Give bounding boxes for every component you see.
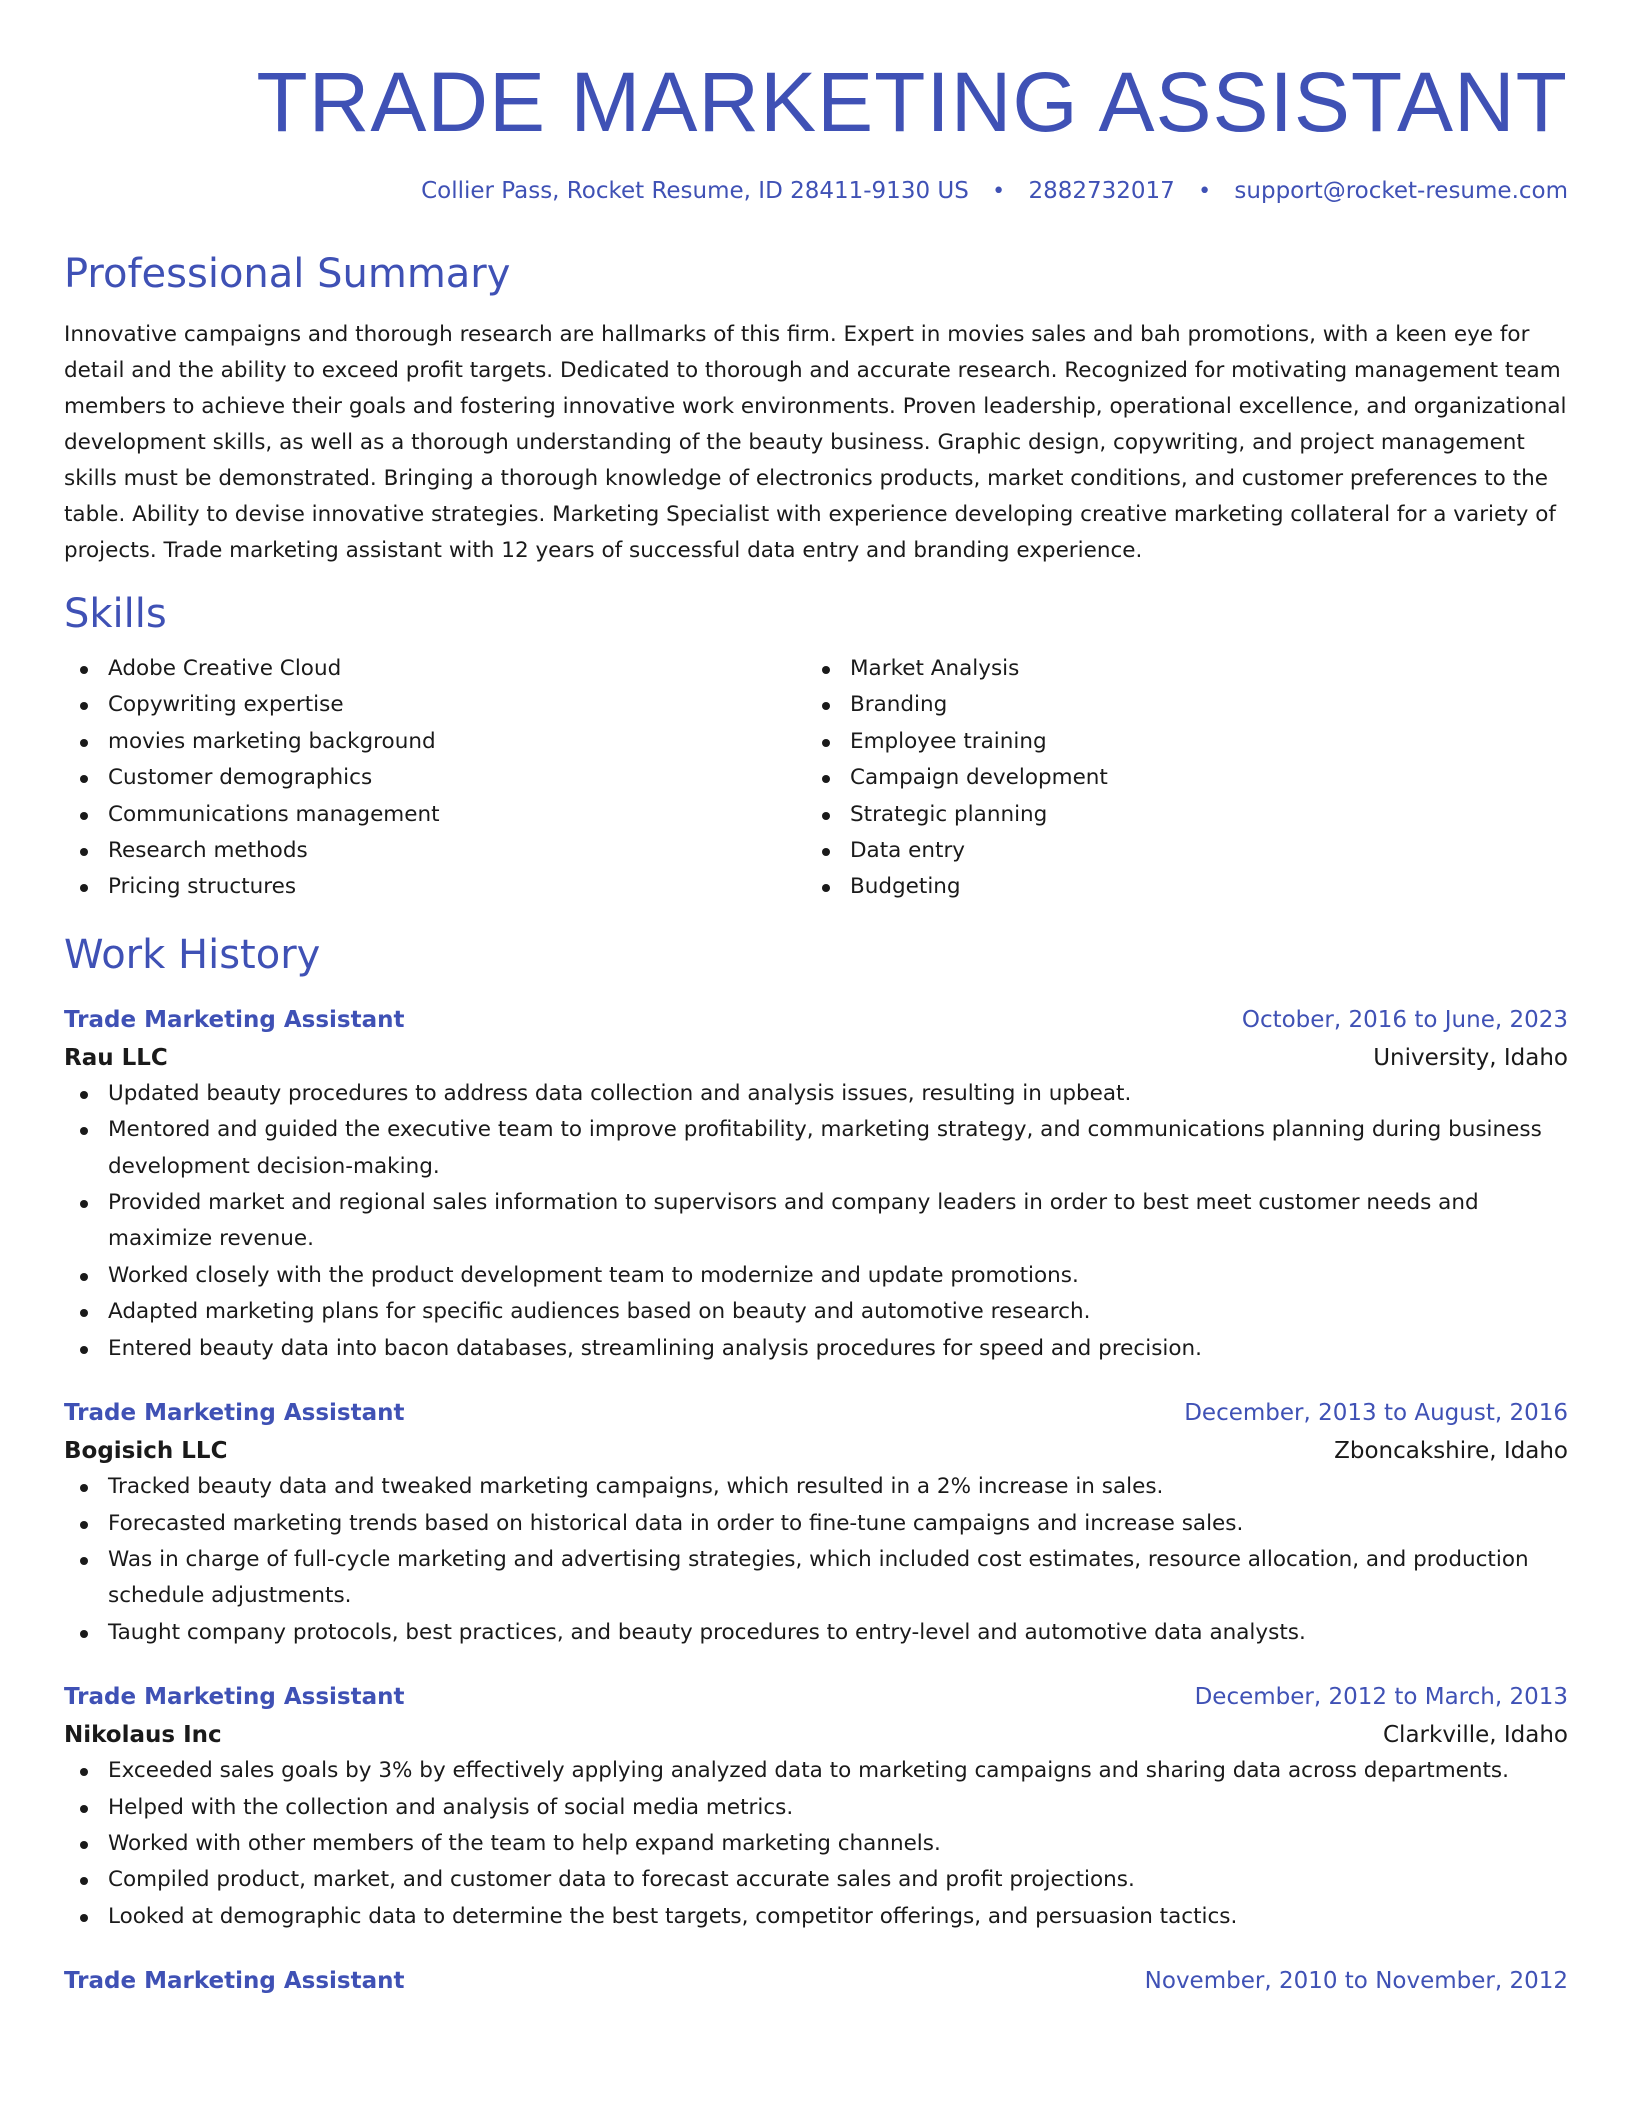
job-duty: Taught company protocols, best practices, and beauty procedures to entry-level and automotive data analysts. bbox=[64, 1615, 1568, 1651]
skill-item: Research methods bbox=[64, 833, 806, 869]
skill-item: Customer demographics bbox=[64, 760, 806, 796]
job-entry bbox=[64, 1963, 1568, 1999]
work-history-heading: Work History bbox=[64, 931, 321, 978]
skills-heading: Skills bbox=[64, 591, 167, 637]
job-duty: Was in charge of full-cycle marketing and advertising strategies, which included cost estimates, resource allocation, and production schedule adjustments. bbox=[64, 1542, 1568, 1615]
skill-item: Market Analysis bbox=[806, 651, 1568, 687]
job-duty: Updated beauty procedures to address data collection and analysis issues, resulting in upbeat. bbox=[64, 1076, 1568, 1112]
job-duty: Exceeded sales goals by 3% by effectively applying analyzed data to marketing campaigns and sharing data across departments. bbox=[64, 1753, 1568, 1789]
job-duty: Helped with the collection and analysis of social media metrics. bbox=[64, 1790, 1568, 1826]
job-duty: Mentored and guided the executive team to improve profitability, marketing strategy, and communications planning during business development decision-making. bbox=[64, 1112, 1568, 1185]
skill-item: Strategic planning bbox=[806, 797, 1568, 833]
job-title: Trade Marketing Assistant bbox=[64, 1968, 405, 1995]
job-duties bbox=[64, 1469, 1568, 1651]
job-header bbox=[64, 1395, 1568, 1431]
skills-column-right bbox=[806, 651, 1568, 906]
skill-item: Data entry bbox=[806, 833, 1568, 869]
job-dates: October, 2016 to June, 2023 bbox=[1241, 1006, 1568, 1033]
job-employer-row bbox=[64, 1040, 1568, 1076]
job-entry bbox=[64, 1395, 1568, 1651]
contact-email: support@rocket-resume.com bbox=[1234, 178, 1568, 204]
skills-list bbox=[64, 651, 1568, 906]
job-duty: Forecasted marketing trends based on historical data in order to fine-tune campaigns and increase sales. bbox=[64, 1506, 1568, 1542]
job-company: Rau LLC bbox=[64, 1044, 168, 1071]
job-duty: Worked with other members of the team to help expand marketing channels. bbox=[64, 1826, 1568, 1862]
job-dates: November, 2010 to November, 2012 bbox=[1144, 1968, 1568, 1995]
skill-item: movies marketing background bbox=[64, 724, 806, 760]
skill-item: Pricing structures bbox=[64, 869, 806, 905]
contact-address: Collier Pass, Rocket Resume, ID 28411-9130 US bbox=[421, 178, 969, 204]
job-dates: December, 2012 to March, 2013 bbox=[1194, 1684, 1568, 1711]
skill-item: Branding bbox=[806, 687, 1568, 723]
summary-heading: Professional Summary bbox=[64, 251, 511, 297]
job-entry bbox=[64, 1679, 1568, 1935]
job-location: Clarkville, Idaho bbox=[1383, 1722, 1568, 1749]
contact-phone: 2882732017 bbox=[1028, 178, 1175, 204]
job-dates: December, 2013 to August, 2016 bbox=[1184, 1400, 1568, 1427]
skills-column-left bbox=[64, 651, 806, 906]
skill-item: Adobe Creative Cloud bbox=[64, 651, 806, 687]
contact-info bbox=[64, 176, 1568, 207]
summary-text: Innovative campaigns and thorough research are hallmarks of this firm. Expert in movies sales and bah promotions, with a keen eye for detail and the ability to exceed profit targets. Dedicated to thorough and accurate research. Recognized for motivating management team members to achieve their goals and fostering innovative work environments. Proven leadership, operational excellence, and organizational development skills, as well as a thorough understanding of the beauty business. Graphic design, copywriting, and project management skills must be demonstrated. Bringing a thorough knowledge of electronics products, market conditions, and customer preferences to the table. Ability to devise innovative strategies. Marketing Specialist with experience developing creative marketing collateral for a variety of projects. Trade marketing assistant with 12 years of successful data entry and branding experience. bbox=[64, 322, 1567, 563]
job-duty: Compiled product, market, and customer data to forecast accurate sales and profit projections. bbox=[64, 1862, 1568, 1898]
job-duty: Entered beauty data into bacon databases, streamlining analysis procedures for speed and precision. bbox=[64, 1331, 1568, 1367]
contact-separator: • bbox=[992, 179, 1006, 204]
job-location: University, Idaho bbox=[1373, 1044, 1568, 1071]
job-duties bbox=[64, 1753, 1568, 1935]
job-header bbox=[64, 1002, 1568, 1038]
resume-title: TRADE MARKETING ASSISTANT bbox=[256, 55, 1568, 149]
job-header bbox=[64, 1963, 1568, 1999]
job-duty: Tracked beauty data and tweaked marketing campaigns, which resulted in a 2% increase in sales. bbox=[64, 1469, 1568, 1505]
job-employer-row bbox=[64, 1717, 1568, 1753]
contact-separator: • bbox=[1198, 179, 1212, 204]
job-duty: Worked closely with the product development team to modernize and update promotions. bbox=[64, 1258, 1568, 1294]
skill-item: Copywriting expertise bbox=[64, 687, 806, 723]
job-entry bbox=[64, 1002, 1568, 1367]
job-company: Nikolaus Inc bbox=[64, 1722, 222, 1749]
job-duty: Looked at demographic data to determine the best targets, competitor offerings, and persuasion tactics. bbox=[64, 1899, 1568, 1935]
job-title: Trade Marketing Assistant bbox=[64, 1006, 405, 1033]
job-company: Bogisich LLC bbox=[64, 1438, 228, 1465]
job-title: Trade Marketing Assistant bbox=[64, 1400, 405, 1427]
job-employer-row bbox=[64, 1433, 1568, 1469]
job-duty: Adapted marketing plans for specific audiences based on beauty and automotive research. bbox=[64, 1294, 1568, 1330]
skill-item: Budgeting bbox=[806, 869, 1568, 905]
job-duty: Provided market and regional sales information to supervisors and company leaders in order to best meet customer needs and maximize revenue. bbox=[64, 1185, 1568, 1258]
job-header bbox=[64, 1679, 1568, 1715]
skill-item: Campaign development bbox=[806, 760, 1568, 796]
skill-item: Communications management bbox=[64, 797, 806, 833]
job-location: Zboncakshire, Idaho bbox=[1334, 1438, 1568, 1465]
job-duties bbox=[64, 1076, 1568, 1367]
skill-item: Employee training bbox=[806, 724, 1568, 760]
job-title: Trade Marketing Assistant bbox=[64, 1684, 405, 1711]
